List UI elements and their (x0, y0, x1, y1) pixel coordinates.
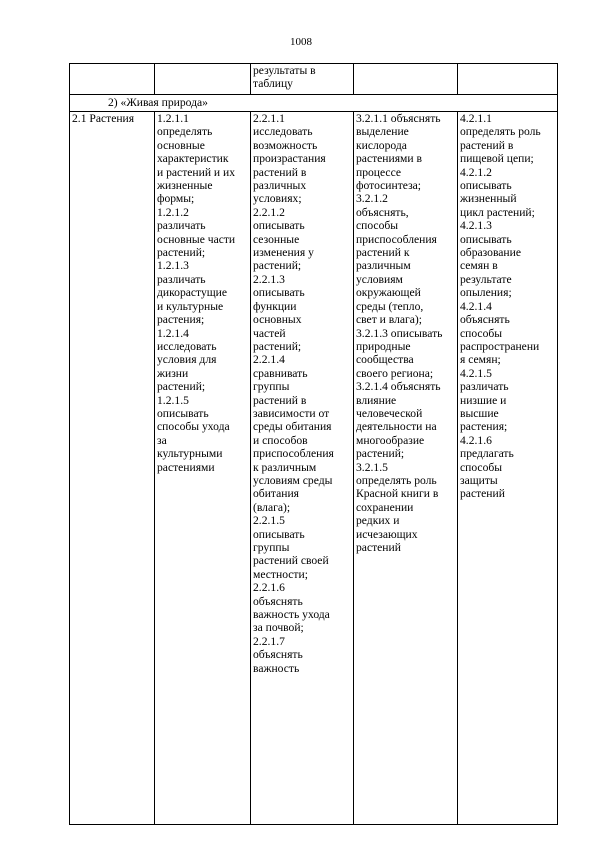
table-cell-grade-4 (458, 64, 558, 95)
table-cell-grade-4: 4.2.1.1 определять роль растений в пищевой цепи; 4.2.1.2 описывать жизненный цикл растений; 4.2.1.3 описывать образование семян в результате опыления; 4.2.1.4 объяснять способы распространени я семян; 4.2.1.5 различать низшие и высшие растения; 4.2.1.6 предлагать способы защиты растений (458, 112, 558, 825)
table-cell-topic: 2.1 Растения (70, 112, 155, 825)
table-row-plants (70, 112, 558, 825)
table-cell-grade-3 (354, 64, 458, 95)
table-cell-grade-3: 3.2.1.1 объяснять выделение кислорода растениями в процессе фотосинтеза; 3.2.1.2 объяснять, способы приспособления растений к различным условиям окружающей среды (тепло, свет и влага); 3.2.1.3 описывать природные сообщества своего региона; 3.2.1.4 объяснять влияние человеческой деятельности на многообразие растений; 3.2.1.5 определять роль Красной книги в сохранении редких и исчезающих растений (354, 112, 458, 825)
table-cell-grade-1: 1.2.1.1 определять основные характеристик и растений и их жизненные формы; 1.2.1.2 различать основные части растений; 1.2.1.3 различать дикорастущие и культурные растения; 1.2.1.4 исследовать условия для жизни растений; 1.2.1.5 описывать способы ухода за культурными растениями (155, 112, 251, 825)
table-cell-grade-2: 2.2.1.1 исследовать возможность произрастания растений в различных условиях; 2.2.1.2 описывать сезонные изменения у растений; 2.2.1.3 описывать функции основных частей растений; 2.2.1.4 сравнивать группы растений в зависимости от среды обитания и способов приспособления к различным условиям среды обитания (влага); 2.2.1.5 описывать группы растений своей местности; 2.2.1.6 объяснять важность ухода за почвой; 2.2.1.7 объяснять важность (251, 112, 354, 825)
table-row-continuation (70, 64, 558, 95)
table-cell-grade-1 (155, 64, 251, 95)
table-cell-topic (70, 64, 155, 95)
learning-objectives-table (69, 63, 558, 825)
table-cell-grade-2: результаты в таблицу (251, 64, 354, 95)
section-title: 2) «Живая природа» (70, 95, 558, 112)
table-row-section (70, 95, 558, 112)
page-number: 1008 (290, 36, 312, 48)
